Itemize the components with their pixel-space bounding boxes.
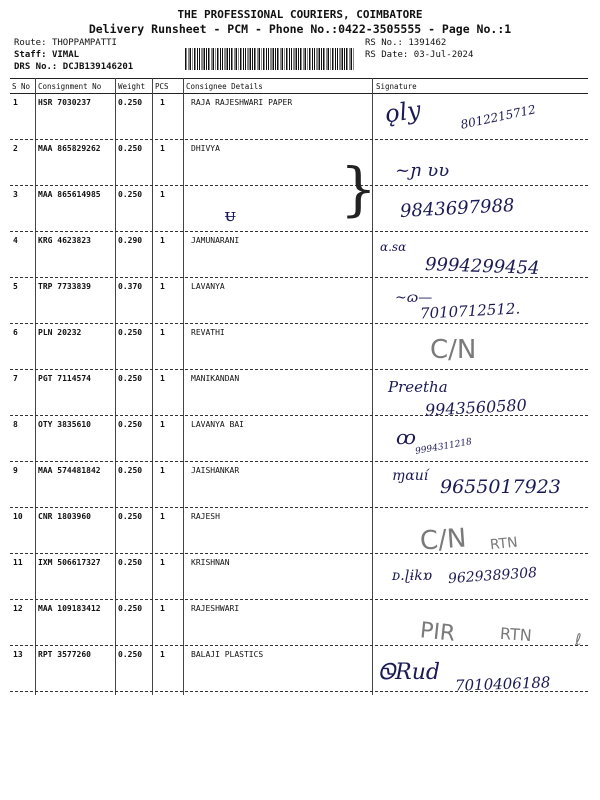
row-sno: 7 xyxy=(13,374,18,383)
col-divider xyxy=(35,78,36,695)
row-divider xyxy=(10,185,588,186)
signature-scribble: ᴅ.ɭɨkɒ xyxy=(392,568,433,584)
row-consignee: DHIVYA xyxy=(191,144,220,153)
row-divider xyxy=(10,553,588,554)
row-pcs: 1 xyxy=(160,328,165,337)
col-divider xyxy=(183,78,184,695)
col-divider xyxy=(152,78,153,695)
row-consignee: MANIKANDAN xyxy=(191,374,240,383)
row-sno: 10 xyxy=(13,512,23,521)
row-consignee: REVATHI xyxy=(191,328,225,337)
row-pcs: 1 xyxy=(160,558,165,567)
col-header-sno: S No xyxy=(12,82,31,91)
row-consignee: BALAJI PLASTICS xyxy=(191,650,264,659)
row-divider xyxy=(10,369,588,370)
row-sno: 11 xyxy=(13,558,23,567)
signature-phone: 7010712512. xyxy=(419,299,521,323)
row-consignment: MAA 109183412 xyxy=(38,604,101,613)
signature-phone: 9943560580 xyxy=(424,395,528,420)
row-weight: 0.250 xyxy=(118,604,143,613)
row-weight: 0.370 xyxy=(118,282,143,291)
company-title: THE PROFESSIONAL COURIERS, COIMBATORE xyxy=(177,8,423,21)
col-header-consignment: Consignment No xyxy=(38,82,102,91)
row-divider xyxy=(10,231,588,232)
runsheet-subtitle: Delivery Runsheet - PCM - Phone No.:0422-3505555 - Page No.:1 xyxy=(88,22,512,36)
row-pcs: 1 xyxy=(160,282,165,291)
tick-mark: ᵾ xyxy=(225,205,236,226)
signature-phone: 9994299454 xyxy=(424,254,540,279)
row-divider xyxy=(10,323,588,324)
staff-label: Staff: xyxy=(14,50,47,60)
row-pcs: 1 xyxy=(160,98,165,107)
drs-info xyxy=(14,62,133,72)
brace-mark: } xyxy=(340,155,377,223)
row-divider xyxy=(10,599,588,600)
signature-cn-stamp: C/N xyxy=(419,523,468,557)
rs-date-info xyxy=(365,50,473,60)
col-header-weight: Weight xyxy=(118,82,146,91)
signature-scribble: ǫly xyxy=(383,95,423,129)
row-sno: 1 xyxy=(13,98,18,107)
table-top-rule xyxy=(10,78,588,79)
row-consignee: RAJESHWARI xyxy=(191,604,240,613)
signature-phone: 9994311218 xyxy=(414,437,473,457)
row-consignment: RPT 3577260 xyxy=(38,650,91,659)
tick-mark: ℓ xyxy=(575,630,582,649)
row-divider xyxy=(10,461,588,462)
col-header-pcs: PCS xyxy=(155,82,169,91)
row-sno: 3 xyxy=(13,190,18,199)
staff-info xyxy=(14,50,79,60)
row-sno: 8 xyxy=(13,420,18,429)
barcode xyxy=(185,48,355,70)
signature-scribble: ɑ.sɑ xyxy=(380,240,407,254)
drs-label: DRS No.: xyxy=(14,62,58,72)
table-header-rule xyxy=(10,93,588,94)
rs-date-label: RS Date: xyxy=(365,50,409,60)
row-weight: 0.290 xyxy=(118,236,143,245)
row-consignment: TRP 7733839 xyxy=(38,282,91,291)
signature-phone: 9629389308 xyxy=(447,564,538,588)
row-sno: 2 xyxy=(13,144,18,153)
rs-no-label: RS No.: xyxy=(365,38,403,48)
row-sno: 5 xyxy=(13,282,18,291)
row-consignee: LAVANYA xyxy=(191,282,225,291)
signature-rtn-stamp: RTN xyxy=(489,534,519,554)
row-weight: 0.250 xyxy=(118,328,143,337)
rs-no-value: 1391462 xyxy=(408,38,447,48)
row-weight: 0.250 xyxy=(118,558,143,567)
signature-scribble: ᏫRud xyxy=(378,660,440,685)
row-divider xyxy=(10,507,588,508)
row-weight: 0.250 xyxy=(118,98,143,107)
signature-rtn-stamp: RTN xyxy=(499,623,533,646)
rs-date-value: 03-Jul-2024 xyxy=(413,50,474,60)
row-consignee: LAVANYA BAI xyxy=(191,420,244,429)
row-pcs: 1 xyxy=(160,374,165,383)
row-pcs: 1 xyxy=(160,604,165,613)
signature-phone: 9655017923 xyxy=(440,476,561,498)
row-sno: 9 xyxy=(13,466,18,475)
signature-scribble: ɱɑuí xyxy=(392,468,429,484)
row-consignee: RAJA RAJESHWARI PAPER xyxy=(191,98,293,107)
row-sno: 6 xyxy=(13,328,18,337)
signature-scribble: ꝏ xyxy=(396,425,416,449)
row-pcs: 1 xyxy=(160,144,165,153)
signature-name: Preetha xyxy=(388,378,448,396)
signature-phone: 9843697988 xyxy=(399,195,516,222)
row-consignment: OTY 3835610 xyxy=(38,420,91,429)
col-header-consignee: Consignee Details xyxy=(186,82,263,91)
route-value: THOPPAMPATTI xyxy=(51,38,117,48)
route-info xyxy=(14,38,117,48)
drs-value: DCJB139146201 xyxy=(62,62,134,72)
row-consignment: CNR 1803960 xyxy=(38,512,91,521)
signature-scribble: ~ɷ— xyxy=(395,290,433,306)
signature-cn-stamp: C/N xyxy=(430,335,477,365)
row-weight: 0.250 xyxy=(118,374,143,383)
row-consignment: KRG 4623823 xyxy=(38,236,91,245)
row-consignee: JAISHANKAR xyxy=(191,466,240,475)
row-consignment: MAA 574481842 xyxy=(38,466,101,475)
row-sno: 4 xyxy=(13,236,18,245)
signature-phone: 7010406188 xyxy=(454,673,551,695)
route-label: Route: xyxy=(14,38,47,48)
row-pcs: 1 xyxy=(160,650,165,659)
row-weight: 0.250 xyxy=(118,512,143,521)
row-weight: 0.250 xyxy=(118,466,143,475)
row-pcs: 1 xyxy=(160,236,165,245)
row-consignment: PLN 20232 xyxy=(38,328,82,337)
row-divider xyxy=(10,645,588,646)
row-sno: 13 xyxy=(13,650,23,659)
col-divider xyxy=(115,78,116,695)
staff-value: VIMAL xyxy=(51,50,80,60)
signature-phone: 8012215712 xyxy=(459,102,537,132)
row-weight: 0.250 xyxy=(118,190,143,199)
row-consignee: KRISHNAN xyxy=(191,558,230,567)
signature-pir-stamp: PIR xyxy=(418,618,457,647)
signature-scribble: ~ɲ ʋʋ xyxy=(395,160,450,181)
row-pcs: 1 xyxy=(160,512,165,521)
row-consignment: IXM 506617327 xyxy=(38,558,101,567)
row-divider xyxy=(10,139,588,140)
row-weight: 0.250 xyxy=(118,420,143,429)
row-consignment: HSR 7030237 xyxy=(38,98,91,107)
row-sno: 12 xyxy=(13,604,23,613)
row-consignment: MAA 865829262 xyxy=(38,144,101,153)
row-pcs: 1 xyxy=(160,190,165,199)
rs-no-info xyxy=(365,38,446,48)
row-pcs: 1 xyxy=(160,466,165,475)
row-weight: 0.250 xyxy=(118,650,143,659)
row-pcs: 1 xyxy=(160,420,165,429)
row-consignee: JAMUNARANI xyxy=(191,236,240,245)
row-consignee: RAJESH xyxy=(191,512,220,521)
col-header-signature: Signature xyxy=(376,82,417,91)
row-consignment: MAA 865614985 xyxy=(38,190,101,199)
row-consignment: PGT 7114574 xyxy=(38,374,91,383)
row-weight: 0.250 xyxy=(118,144,143,153)
